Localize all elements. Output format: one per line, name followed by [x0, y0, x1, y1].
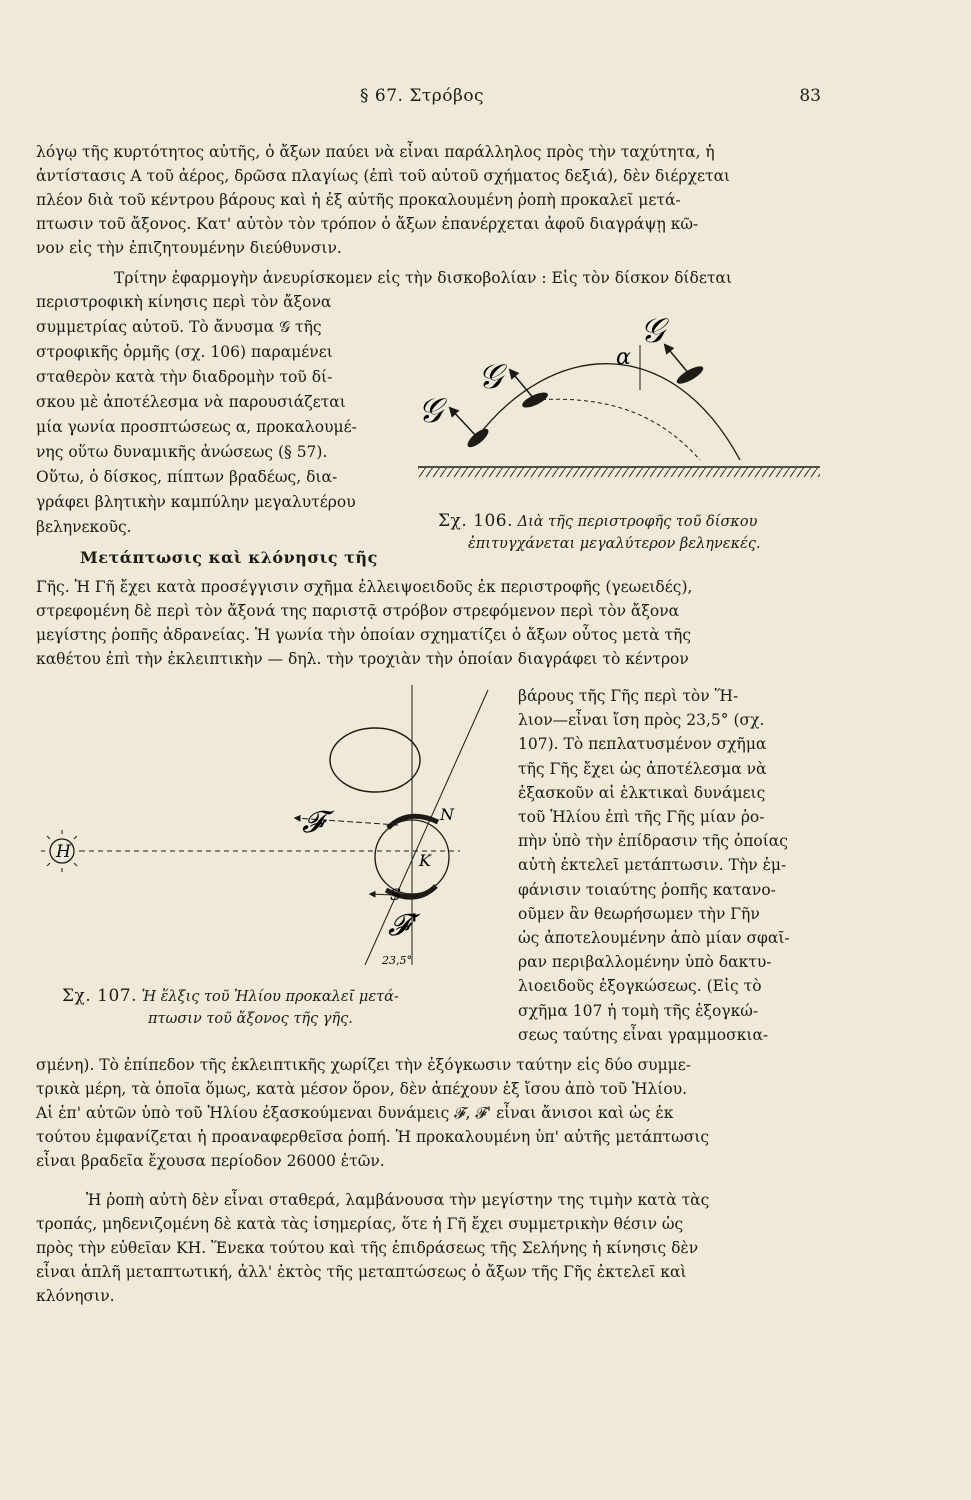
text-line: Γῆς. Ἡ Γῆ ἔχει κατὰ προσέγγισιν σχῆμα ἐλλειψοειδοῦς ἐκ περιστροφῆς (γεωειδές), — [36, 578, 693, 596]
discus-paragraph-first-line — [36, 266, 831, 290]
text-line: πλέον διὰ τοῦ κέντρου βάρους καὶ ἡ ἐξ αὐτῆς προκαλουμένη ῥοπὴ προκαλεῖ μετά- — [36, 191, 681, 209]
text-line: Οὕτω, ὁ δίσκος, πίπτων βραδέως, δια- — [36, 468, 338, 486]
vector-g-arrow-2 — [510, 370, 535, 400]
text-line: λιοειδοῦς ἐξογκώσεως. (Εἰς τὸ — [518, 977, 762, 996]
text-line: σεως ταύτης εἶναι γραμμοσκια- — [518, 1025, 769, 1044]
text-line: στροφικῆς ὁρμῆς (σχ. 106) παραμένει — [36, 343, 333, 361]
figure-107-diagram — [40, 680, 510, 970]
figure-106-caption-line2: ἐπιτυγχάνεται μεγαλύτερον βεληνεκές. — [468, 536, 761, 552]
text-line: μία γωνία προσπτώσεως α, προκαλουμέ- — [36, 418, 357, 436]
ground-hatching — [418, 468, 820, 477]
text-line: 107). Τὸ πεπλατυσμένον σχῆμα — [518, 735, 767, 754]
figure-106-caption-line1: Διὰ τῆς περιστροφῆς τοῦ δίσκου — [517, 514, 758, 530]
text-line: περιστροφικὴ κίνησις περὶ τὸν ἄξονα — [36, 293, 332, 311]
text-line: βεληνεκοῦς. — [36, 518, 132, 536]
text-line: ραν περιβαλλομένην ὑπὸ δακτυ- — [518, 953, 772, 972]
force-f-prime-label: 𝓕' — [388, 908, 419, 943]
text-line: ἐξασκοῦν αἱ ἑλκτικαὶ δυνάμεις — [518, 783, 766, 802]
text-line: εἶναι ἁπλῆ μεταπτωτική, ἀλλ' ἐκτὸς τῆς μεταπτώσεως ὁ ἄξων τῆς Γῆς ἐκτελεῖ καὶ — [36, 1263, 687, 1281]
intro-paragraph — [36, 140, 831, 260]
text-line: τροπάς, μηδενιζομένη δὲ κατὰ τὰς ἰσημερίας, ὅτε ἡ Γῆ ἔχει συμμετρικὴν θέσιν ὡς — [36, 1215, 684, 1233]
discus-paragraph — [36, 290, 408, 540]
continuation-paragraph — [36, 1053, 831, 1173]
discus-trajectory — [475, 364, 740, 460]
text-line: πὴν ὑπὸ τὴν ἐπίδρασιν τῆς ὁποίας — [518, 832, 788, 851]
text-line: τοῦ Ἡλίου ἐπὶ τῆς Γῆς μίαν ῥο- — [518, 808, 765, 827]
text-line: γράφει βλητικὴν καμπύλην μεγαλυτέρου — [36, 493, 356, 511]
earth-tilted-axis — [365, 690, 488, 965]
vector-g-arrow-3 — [665, 345, 690, 375]
text-line: Αἱ ἐπ' αὐτῶν ὑπὸ τοῦ Ἡλίου ἐξασκούμεναι δυνάμεις 𝓕, 𝓕' εἶναι ἄνισοι καὶ ὡς ἐκ — [36, 1104, 674, 1122]
text-line: βάρους τῆς Γῆς περὶ τὸν Ἥ- — [518, 687, 739, 705]
text-line: τρικὰ μέρη, τὰ ὁποῖα ὅμως, κατὰ μέσον ὅρον, δὲν ἀπέχουν ἐξ ἴσου ἀπὸ τοῦ Ἡλίου. — [36, 1080, 688, 1098]
text-line: σχῆμα 107 ἡ τομὴ τῆς ἐξογκώ- — [518, 1001, 759, 1020]
vector-g-arrow-1 — [450, 408, 478, 438]
text-line: τούτου ἐμφανίζεται ἡ προαναφερθεῖσα ῥοπή. Ἡ προκαλουμένη ὑπ' αὐτῆς μετάπτωσις — [36, 1128, 710, 1146]
text-line: λιον—εἶναι ἴση πρὸς 23,5° (σχ. — [518, 711, 765, 730]
figure-106-caption — [438, 510, 761, 555]
precession-paragraph — [36, 575, 831, 671]
text-line: καθέτου ἐπὶ τὴν ἐκλειπτικὴν — δηλ. τὴν τροχιὰν τὴν ὁποίαν διαγράφει τὸ κέντρον — [36, 650, 689, 668]
label-k: K — [419, 851, 431, 870]
figure-106-diagram — [410, 300, 830, 500]
text-line: αὐτὴ ἐκτελεῖ μετάπτωσιν. Τὴν ἐμ- — [518, 856, 787, 875]
text-line: Ἡ ῥοπὴ αὐτὴ δὲν εἶναι σταθερά, λαμβάνουσα τὴν μεγίστην της τιμὴν κατὰ τὰς — [86, 1191, 710, 1209]
text-line: μεγίστης ῥοπῆς ἀδρανείας. Ἡ γωνία τὴν ὁποίαν σχηματίζει ὁ ἄξων οὗτος μετὰ τῆς — [36, 626, 692, 644]
vector-g-label-2: 𝒢 — [478, 357, 503, 397]
text-line: συμμετρίας αὐτοῦ. Τὸ ἄνυσμα 𝒢 τῆς — [36, 318, 322, 336]
text-line: φάνισιν τοιαύτης ῥοπῆς κατανο- — [518, 880, 776, 899]
figure-107-caption-line2: πτωσιν τοῦ ἄξονος τῆς γῆς. — [148, 1011, 353, 1027]
force-f-label: 𝓕 — [302, 805, 325, 840]
text-line: οῦμεν ἂν θεωρήσωμεν τὴν Γῆν — [518, 904, 760, 923]
label-s: S — [390, 885, 401, 904]
section-heading: Μετάπτωσις καὶ κλόνησις τῆς — [80, 548, 378, 567]
label-n: N — [440, 805, 454, 824]
text-line: ὡς ἀποτελουμένην ἀπὸ μίαν σφαῖ- — [518, 929, 790, 948]
vector-g-label-3: 𝒢 — [640, 311, 665, 351]
text-line: σταθερὸν κατὰ τὴν διαδρομὴν τοῦ δί- — [36, 368, 333, 386]
right-column-text — [518, 684, 830, 1047]
angle-alpha-label: α — [616, 345, 631, 370]
text-line: κλόνησιν. — [36, 1287, 115, 1305]
angle-label: 23,5° — [382, 954, 412, 967]
precession-ellipse — [330, 728, 420, 792]
bulge-upper — [388, 816, 438, 828]
text-line: πτωσιν τοῦ ἄξονος. Κατ' αὐτὸν τὸν τρόπον ὁ ἄξων ἐπανέρχεται ἀφοῦ διαγράψῃ κῶ- — [36, 215, 699, 233]
figure-106-label: Σχ. 106. — [438, 511, 513, 531]
text-line: στρεφομένη δὲ περὶ τὸν ἄξονά της παριστᾷ στρόβον στρεφόμενον περὶ τὸν ἄξονα — [36, 602, 680, 620]
text-line: τῆς Γῆς ἔχει ὡς ἀποτέλεσμα νὰ — [518, 759, 767, 778]
text-line: σμένη). Τὸ ἐπίπεδον τῆς ἐκλειπτικῆς χωρίζει τὴν ἐξόγκωσιν ταύτην εἰς δύο συμμε- — [36, 1056, 692, 1074]
text-line: πρὸς τὴν εὐθεῖαν ΚΗ. Ἕνεκα τούτου καὶ τῆς ἐπιδράσεως τῆς Σελήνης ἡ κίνησις δὲν — [36, 1239, 699, 1257]
page-number: 83 — [799, 86, 821, 106]
text-line: λόγῳ τῆς κυρτότητος αὐτῆς, ὁ ἄξων παύει νὰ εἶναι παράλληλος πρὸς τὴν ταχύτητα, ἡ — [36, 143, 715, 161]
text-line: νης οὕτω δυναμικῆς ἀνώσεως (§ 57). — [36, 443, 328, 461]
vector-g-label-1: 𝒢 — [418, 391, 443, 431]
figure-107-caption — [62, 985, 399, 1030]
text-line: νον εἰς τὴν ἐπιζητουμένην διεύθυνσιν. — [36, 239, 342, 257]
text-line: Τρίτην ἐφαρμογὴν ἀνευρίσκομεν εἰς τὴν δισκοβολίαν : Εἰς τὸν δίσκον δίδεται — [114, 269, 732, 287]
text-line: εἶναι βραδεῖα ἔχουσα περίοδον 26000 ἐτῶν. — [36, 1152, 385, 1170]
running-header — [0, 86, 971, 110]
final-paragraph — [36, 1188, 831, 1308]
figure-107-label: Σχ. 107. — [62, 986, 137, 1006]
text-line: σκου μὲ ἀποτέλεσμα νὰ παρουσιάζεται — [36, 393, 346, 411]
dashed-trajectory — [535, 399, 700, 460]
text-line: ἀντίστασις Α τοῦ ἀέρος, δρῶσα πλαγίως (ἐπὶ τοῦ αὐτοῦ σχήματος δεξιά), δὲν διέρχεται — [36, 167, 731, 185]
sun-label: H — [56, 842, 71, 862]
figure-107-caption-line1: Ἡ ἕλξις τοῦ Ἡλίου προκαλεῖ μετά- — [141, 989, 399, 1005]
sun-icon — [41, 830, 83, 872]
section-title: § 67. Στρόβος — [360, 86, 485, 106]
